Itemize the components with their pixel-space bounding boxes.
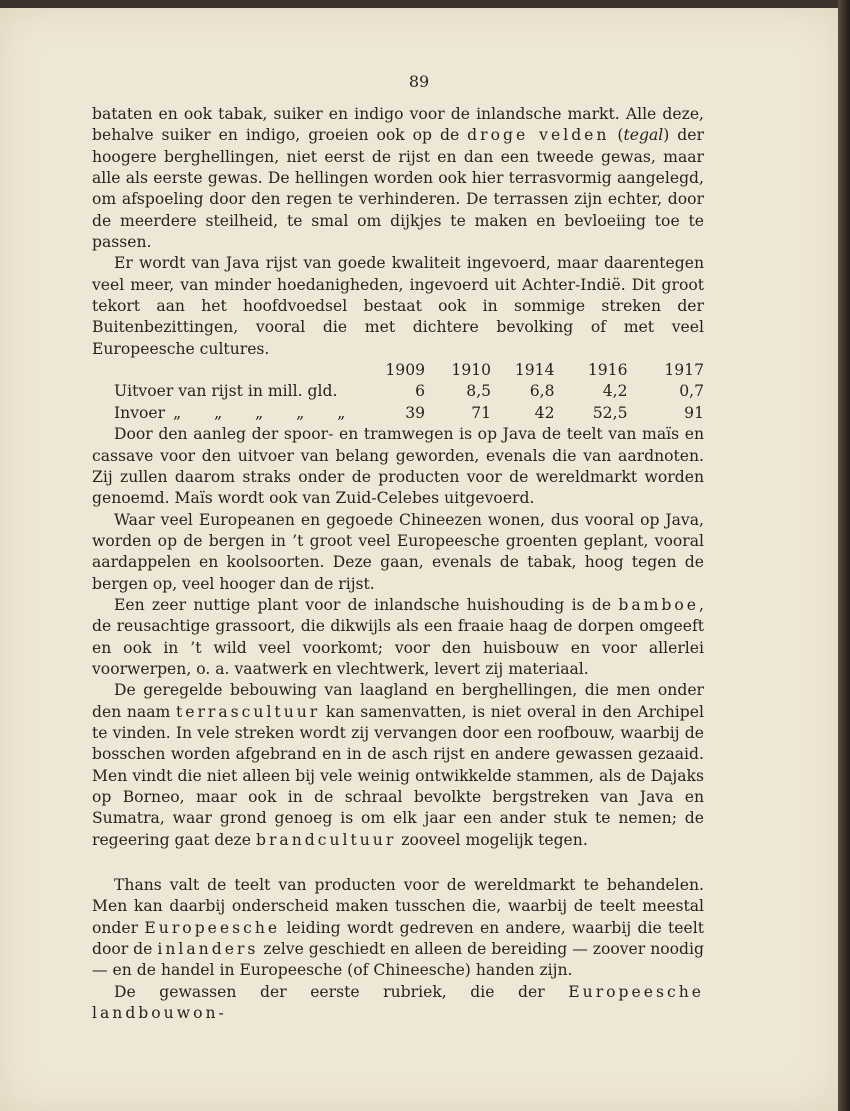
row-label: Uitvoer van rijst in mill. gld.: [114, 382, 338, 401]
row-label: Invoer „ „ „ „ „: [114, 403, 360, 422]
year-header: 1909: [385, 361, 426, 380]
paragraph: Thans valt de teelt van producten voor de wereldmarkt te behandelen. Men kan daarbij onderscheid maken tusschen die, waarbij de teelt meestal onder Europeesche leiding wordt gedreven en andere, waarbij die teelt door de inlanders zelve geschiedt en alleen de bereiding — zoover noodig — en de handel in Europeesche (of Chineesche) handen zijn.: [92, 876, 704, 980]
table-cell: 4,2: [602, 382, 628, 401]
paragraph: Er wordt van Java rijst van goede kwaliteit ingevoerd, maar daarentegen veel meer, van minder hoedanigheden, ingevoerd uit Achter-Indië. Dit groot tekort aan het hoofdvoedsel bestaat ook in sommige streken der Buitenbezittingen, vooral die met dichtere bevolking of met veel Europeesche cultures.: [92, 254, 704, 358]
table-cell: 52,5: [592, 403, 628, 422]
table-cell: 42: [534, 403, 555, 422]
paragraph: Door den aanleg der spoor- en tramwegen is op Java de teelt van maïs en cassave voor den uitvoer van belang geworden, evenals die van aardnoten. Zij zullen daarom straks onder de producten voor de wereldmarkt worden genoemd. Maïs wordt ook van Zuid-Celebes uitgevoerd.: [92, 425, 704, 508]
table-row: [92, 403, 704, 424]
year-header: 1910: [451, 361, 492, 380]
year-header: 1917: [664, 361, 704, 380]
rice-trade-table: [92, 360, 704, 424]
body-text: [92, 104, 704, 1024]
table-row: [92, 381, 704, 402]
paragraph: De gewassen der eerste rubriek, die der Europeesche landbouwon-: [92, 982, 704, 1023]
paragraph: Waar veel Europeanen en gegoede Chineezen wonen, dus vooral op Java, worden op de bergen in ’t groot veel Europeesche groenten geplant, vooral aardappelen en koolsoorten. Deze gaan, evenals de tabak, hoog tegen de bergen op, veel hooger dan de rijst.: [92, 510, 704, 593]
table-cell: 39: [405, 403, 426, 422]
table-cell: 6,8: [529, 382, 555, 401]
page-number: 89: [408, 72, 430, 91]
table-cell: 0,7: [679, 382, 704, 401]
book-spine-edge: [838, 0, 850, 1111]
ditto-marks: „ „ „ „ „: [173, 403, 360, 422]
table-cell: 6: [415, 382, 426, 401]
year-header: 1914: [514, 361, 555, 380]
paragraph: bataten en ook tabak, suiker en indigo voor de inlandsche markt. Alle deze, behalve suiker en indigo, groeien ook op de droge velden (tegal) der hoogere berghellingen, niet eerst de rijst en dan een tweede gewas, maar alle als eerste gewas. De hellingen worden ook hier terrasvormig aangelegd, om afspoeling door den regen te verhinderen. De terrassen zijn echter, door de meerdere steilheid, te smal om dijkjes te maken en bevloeiing toe te passen.: [92, 105, 704, 252]
table-header-row: [92, 360, 704, 381]
book-page: [0, 8, 838, 1111]
year-header: 1916: [587, 361, 628, 380]
paragraph: De geregelde bebouwing van laagland en berghellingen, die men onder den naam terrascultuur kan samenvatten, is niet overal in den Archipel te vinden. In vele streken wordt zij vervangen door een roofbouw, waarbij de bosschen worden afgebrand en in de asch rijst en andere gewassen gezaaid. Men vindt die niet alleen bij vele weinig ontwikkelde stammen, als de Dajaks op Borneo, maar ook in de schraal bevolkte bergstreken van Java en Sumatra, waar grond genoeg is om elk jaar een ander stuk te nemen; de regeering gaat deze brandcultuur zooveel mogelijk tegen.: [92, 681, 704, 849]
scan-top-edge: [0, 0, 850, 8]
table-cell: 91: [684, 403, 704, 422]
paragraph: Een zeer nuttige plant voor de inlandsche huishouding is de bamboe, de reusachtige grassoort, die dikwijls als een fraaie haag de dorpen omgeeft en ook in ’t wild veel voorkomt; voor den huisbouw en voor allerlei voorwerpen, o. a. vaatwerk en vlechtwerk, levert zij materiaal.: [92, 595, 704, 678]
table-cell: 8,5: [466, 382, 492, 401]
table-cell: 71: [471, 403, 492, 422]
